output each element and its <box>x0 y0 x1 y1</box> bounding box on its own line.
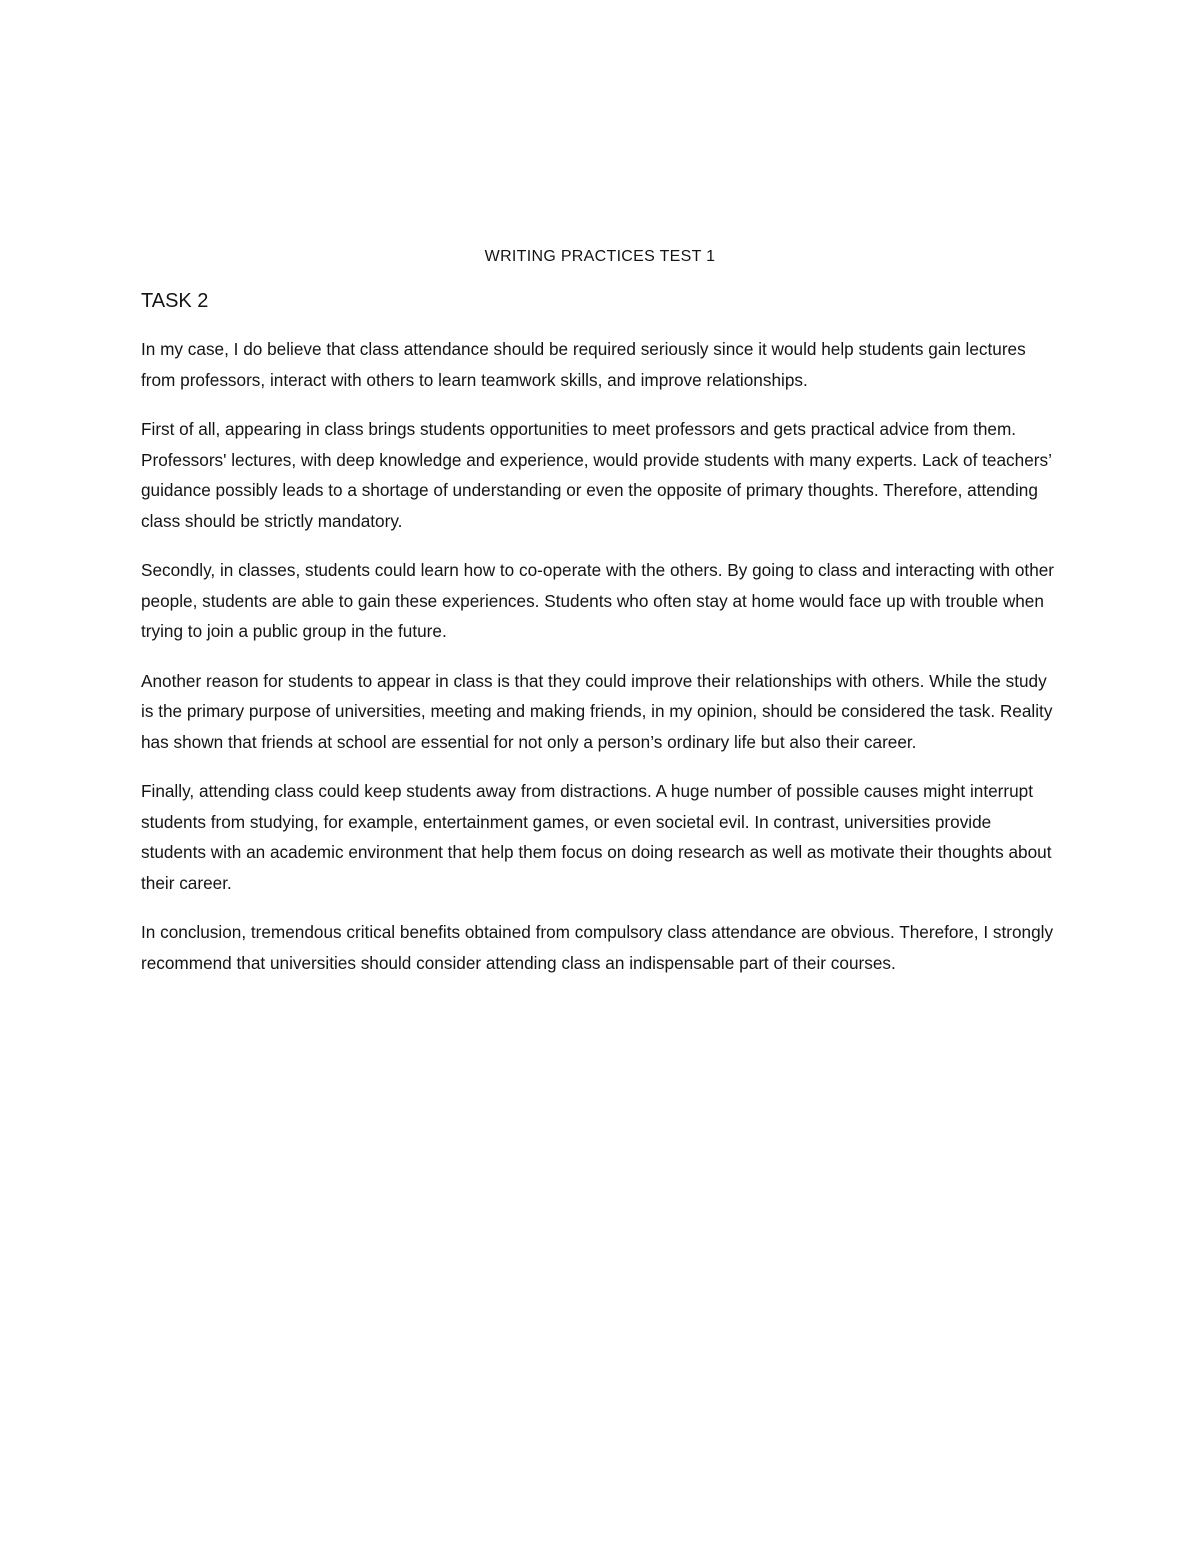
document-title: WRITING PRACTICES TEST 1 <box>484 248 716 265</box>
paragraph-second-reason: Secondly, in classes, students could learn how to co-operate with the others. By going to class and interacting with other people, students are able to gain these experiences. Students who often stay at home would face up with trouble when trying to join a public group in the future. <box>141 560 1055 641</box>
paragraph-third-reason: Another reason for students to appear in class is that they could improve their relationships with others. While the study is the primary purpose of universities, meeting and making friends, in my opinion, should be considered the task. Reality has shown that friends at school are essential for not only a person’s ordinary life but also their career. <box>141 670 1053 752</box>
paragraph-fourth-reason: Finally, attending class could keep students away from distractions. A huge number of possible causes might interrupt students from studying, for example, entertainment games, or even societal evil. In contrast, universities provide students with an academic environment that help them focus on doing research as well as motivate their thoughts about their career. <box>141 781 1052 893</box>
paragraph-introduction: In my case, I do believe that class attendance should be required seriously since it would help students gain lectures from professors, interact with others to learn teamwork skills, and improve relationships. <box>141 339 1026 390</box>
document-body <box>141 246 1059 997</box>
paragraph-conclusion: In conclusion, tremendous critical benefits obtained from compulsory class attendance are obvious. Therefore, I strongly recommend that universities should consider attending class an indispensable part of their courses. <box>141 922 1054 973</box>
paragraph-first-reason: First of all, appearing in class brings students opportunities to meet professors and gets practical advice from them. Professors' lectures, with deep knowledge and experience, would provide students with many experts. Lack of teachers’ guidance possibly leads to a shortage of understanding or even the opposite of primary thoughts. Therefore, attending class should be strictly mandatory. <box>141 419 1052 531</box>
task-heading: TASK 2 <box>141 290 209 312</box>
